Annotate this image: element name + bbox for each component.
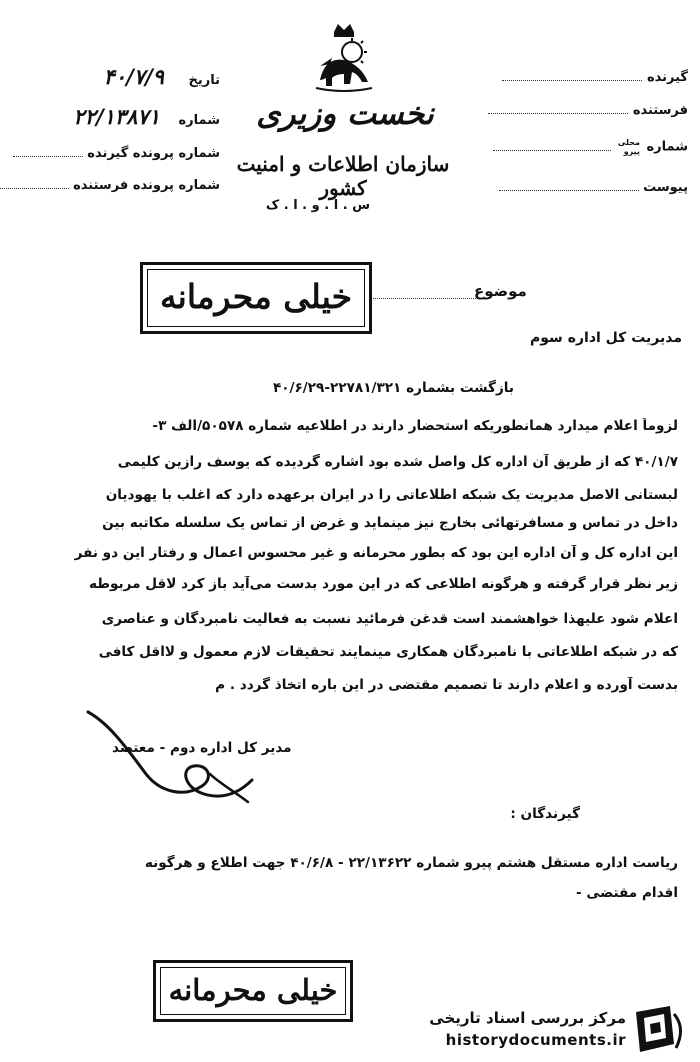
classification-stamp-bottom: خیلی محرمانه bbox=[153, 960, 353, 1022]
attachment-field bbox=[480, 180, 688, 195]
number-label: شماره bbox=[178, 113, 220, 128]
ref-number-field bbox=[480, 138, 688, 156]
body-line: بدست آورده و اعلام دارند تا تصمیم مقتضی در این باره اتخاذ گردد . م bbox=[215, 677, 678, 693]
body-line: لزوماً اعلام میدارد همانطوریکه استحضار دارند در اطلاعیه شماره ۵۰۵۷۸/الف ۳- bbox=[152, 418, 678, 434]
letterhead-organization: سازمان اطلاعات و امنیت کشور bbox=[236, 152, 450, 200]
subject-label: موضوع bbox=[474, 282, 527, 300]
body-line: داخل در تماس و مسافرتهائی بخارج نیز مینماید و غرض از تماس یک سلسله مکاتبه بین bbox=[102, 515, 678, 531]
signature-line: مدیر کل اداره دوم - معتضد bbox=[112, 740, 292, 756]
body-line: لبستانی الاصل مدیریت یک شبکه اطلاعاتی را در ایران برعهده دارد که اغلب با یهودیان bbox=[105, 487, 678, 503]
ref-number-local: محلی bbox=[617, 138, 640, 147]
ref-number-label: شماره bbox=[646, 139, 688, 155]
letterhead-code: س . ا . و . ا . ک bbox=[265, 198, 371, 213]
attachment-label: پیوست bbox=[643, 180, 688, 195]
body-line: اعلام شود علیهذا خواهشمند است قدغن فرمائید نسبت به فعالیت نامبردگان و عناصری bbox=[101, 611, 678, 627]
archive-logo-icon bbox=[630, 1004, 688, 1056]
ref-number-follow: پیرو bbox=[623, 147, 640, 156]
watermark-url: historydocuments.ir bbox=[445, 1031, 626, 1049]
receiver-file-field bbox=[10, 146, 220, 161]
body-line: این اداره کل و آن اداره این بود که بطور محرمانه و غیر محسوس اعمال و رفتار این دو نفر bbox=[74, 545, 678, 561]
sender-file-label: شماره پرونده فرستنده bbox=[73, 178, 220, 193]
sender-field bbox=[480, 103, 688, 118]
lion-and-sun-emblem-icon bbox=[312, 22, 376, 94]
number-value: ۲۲/۱۳۸۷۱ bbox=[73, 104, 160, 129]
receiver-field bbox=[480, 70, 688, 85]
body-line: ۴۰/۱/۷ که از طریق آن اداره کل واصل شده بود اشاره گردیده که یوسف رازین کلیمی bbox=[117, 454, 678, 470]
sender-file-field bbox=[10, 178, 220, 193]
body-line: زیر نظر قرار گرفته و هرگونه اطلاعی که در این مورد بدست می‌آید باز کرد لاقل مربوطه bbox=[88, 576, 678, 592]
classification-stamp-top: خیلی محرمانه bbox=[140, 262, 372, 334]
date-field bbox=[10, 64, 220, 89]
addressee: مدیریت کل اداره سوم bbox=[530, 330, 682, 346]
date-label: تاریخ bbox=[188, 73, 220, 88]
watermark-org-name: مرکز بررسی اسناد تاریخی bbox=[429, 1009, 626, 1027]
body-line: که در شبکه اطلاعاتی با نامبردگان همکاری مینمایند تحقیقات لازم معمول و لااقل کافی bbox=[98, 644, 678, 660]
receiver-label: گیرنده bbox=[646, 70, 688, 85]
copy-line: ریاست اداره مستقل هشتم پیرو شماره ۲۲/۱۳۶۲۲ - ۴۰/۶/۸ جهت اطلاع و هرگونه bbox=[144, 855, 678, 871]
receiver-file-label: شماره پرونده گیرنده bbox=[87, 146, 220, 161]
reference-line: بازگشت بشماره ۲۲۷۸۱/۳۲۱-۴۰/۶/۲۹ bbox=[272, 380, 514, 396]
number-field bbox=[10, 104, 220, 129]
recipients-label: گیرندگان : bbox=[510, 806, 580, 822]
sender-label: فرستنده bbox=[632, 103, 688, 118]
copy-line: اقدام مقتضی - bbox=[575, 885, 678, 901]
date-value: ۴۰/۷/۹ bbox=[103, 64, 164, 89]
letterhead-title: نخست وزیری bbox=[256, 96, 434, 132]
